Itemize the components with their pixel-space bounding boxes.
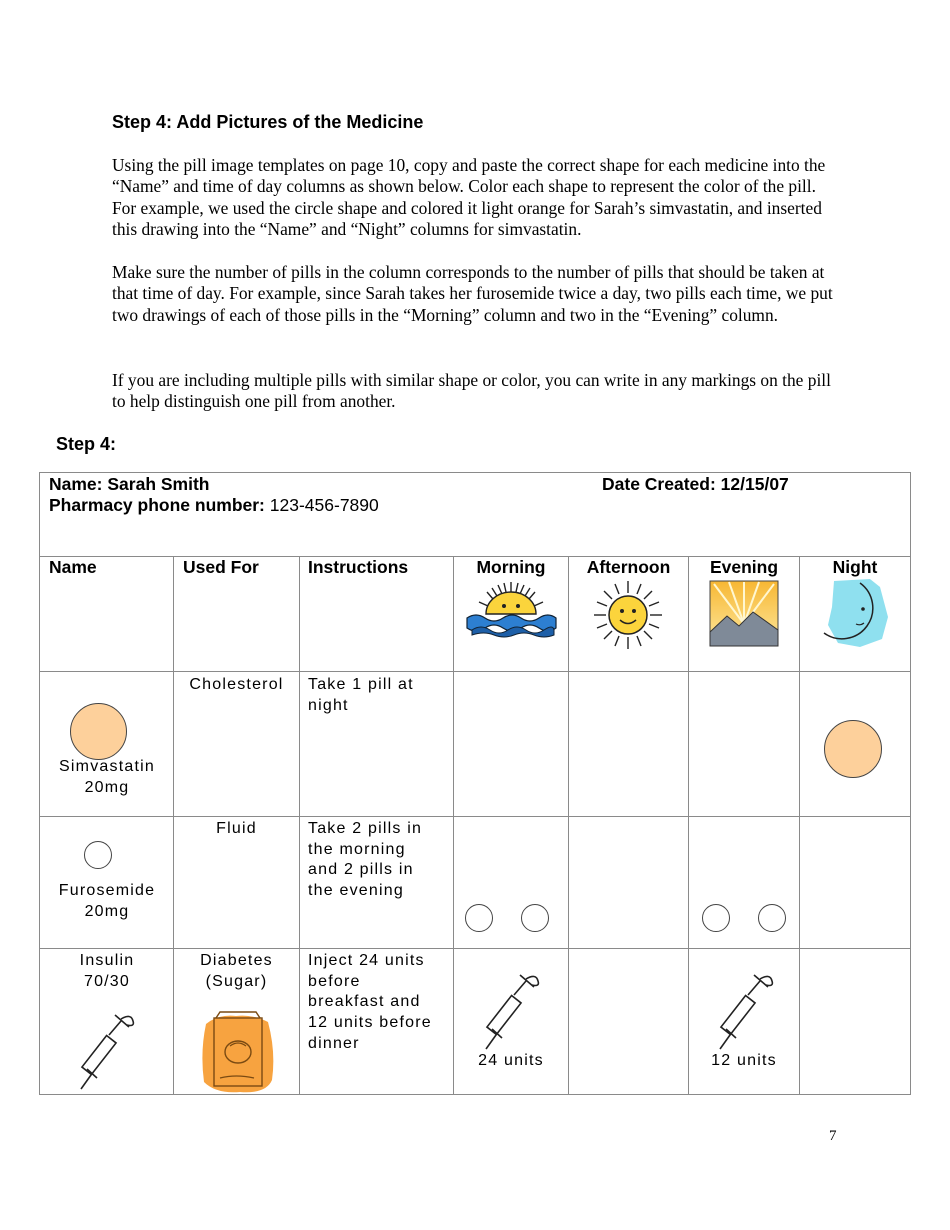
column-header-evening: Evening — [709, 557, 779, 577]
used-for-line: Diabetes — [200, 952, 273, 969]
medicine-name: Furosemide — [58, 882, 156, 899]
column-header-night: Night — [832, 557, 878, 577]
sunrise-icon — [464, 578, 558, 640]
instruction-line: Inject 24 units — [308, 952, 425, 969]
furosemide-evening-pill-icon — [702, 904, 730, 932]
date-created — [602, 474, 789, 495]
evening-syringe-icon — [714, 971, 776, 1051]
furosemide-instructions — [308, 819, 422, 902]
instruction-line: the morning — [308, 840, 406, 858]
column-header-instructions: Instructions — [308, 557, 409, 577]
date-label: Date Created: — [602, 474, 716, 494]
table-divider — [40, 948, 910, 949]
furosemide-evening-pill-icon — [758, 904, 786, 932]
sun-icon — [593, 580, 663, 650]
insulin-used-for — [174, 951, 299, 992]
paragraph-1: Using the pill image templates on page 10, copy and paste the correct shape for each medicine into the “Name” and time of day columns as shown below. Color each shape to represent the color of the pill. For example, we used the circle shape and colored it light orange for Sarah’s simvastatin, and inserted this drawing into the “Name” and “Night” columns for simvastatin. — [112, 155, 826, 239]
furosemide-morning-pill-icon — [465, 904, 493, 932]
medicine-dose: 20mg — [84, 778, 130, 796]
furosemide-used-for: Fluid — [216, 820, 257, 837]
furosemide-pill-icon — [84, 841, 112, 869]
pharmacy-label: Pharmacy phone number: — [49, 495, 265, 515]
instruction-line: before — [308, 972, 361, 990]
instruction-line: dinner — [308, 1034, 360, 1052]
simvastatin-name-cell — [41, 757, 173, 798]
sugar-bag-icon — [196, 1008, 278, 1096]
instruction-line: 12 units before — [308, 1014, 432, 1032]
instruction-line: the evening — [308, 882, 404, 900]
morning-syringe-icon — [480, 971, 542, 1051]
syringe-icon — [75, 1011, 137, 1091]
medicine-name: Simvastatin — [59, 758, 155, 775]
medicine-dose: 20mg — [84, 902, 130, 920]
patient-name — [49, 474, 210, 495]
column-divider — [453, 556, 454, 1095]
instruction-line: breakfast and — [308, 993, 421, 1011]
column-divider — [799, 556, 800, 1095]
paragraph-2: Make sure the number of pills in the column corresponds to the number of pills that should be taken at that time of day. For example, since Sarah takes her furosemide twice a day, two pills each time, we put two drawings of each of those pills in the “Morning” column and two in the “Evening” column. — [112, 262, 833, 325]
insulin-instructions — [308, 951, 432, 1055]
pharmacy-value: 123-456-7890 — [269, 495, 379, 515]
step-heading: Step 4: Add Pictures of the Medicine — [112, 112, 424, 132]
column-header-used-for: Used For — [183, 557, 259, 577]
table-divider — [40, 816, 910, 817]
column-divider — [299, 556, 300, 1095]
instruction-line: and 2 pills in — [308, 861, 414, 879]
column-header-morning: Morning — [476, 557, 546, 577]
name-value: Sarah Smith — [107, 474, 210, 494]
column-header-afternoon: Afternoon — [586, 557, 671, 577]
column-header-name: Name — [49, 557, 97, 577]
instruction-line: Take 1 pill at — [308, 676, 414, 693]
medicine-dose: 70/30 — [83, 972, 131, 990]
medicine-name: Insulin — [79, 952, 135, 969]
simvastatin-used-for: Cholesterol — [189, 676, 284, 693]
moon-icon — [820, 577, 890, 649]
simvastatin-pill-icon — [70, 703, 127, 760]
evening-dose-label: 12 units — [711, 1052, 777, 1069]
column-divider — [688, 556, 689, 1095]
used-for-line: (Sugar) — [205, 972, 268, 990]
furosemide-morning-pill-icon — [521, 904, 549, 932]
simvastatin-night-pill-icon — [824, 720, 882, 778]
name-label: Name: — [49, 474, 103, 494]
page-number: 7 — [829, 1128, 837, 1144]
step-label: Step 4: — [56, 434, 117, 454]
simvastatin-instructions — [308, 675, 414, 716]
sunset-icon — [709, 580, 779, 647]
medicine-schedule-table — [39, 472, 911, 1095]
furosemide-name-cell — [41, 881, 173, 922]
date-value: 12/15/07 — [720, 474, 789, 494]
table-divider — [40, 671, 910, 672]
instruction-line: Take 2 pills in — [308, 820, 423, 837]
morning-dose-label: 24 units — [478, 1052, 544, 1069]
column-divider — [568, 556, 569, 1095]
paragraph-3: If you are including multiple pills with similar shape or color, you can write in any markings on the pill to help distinguish one pill from another. — [112, 370, 831, 412]
pharmacy-phone — [49, 495, 379, 516]
insulin-name-cell — [41, 951, 173, 992]
instruction-line: night — [308, 696, 349, 714]
